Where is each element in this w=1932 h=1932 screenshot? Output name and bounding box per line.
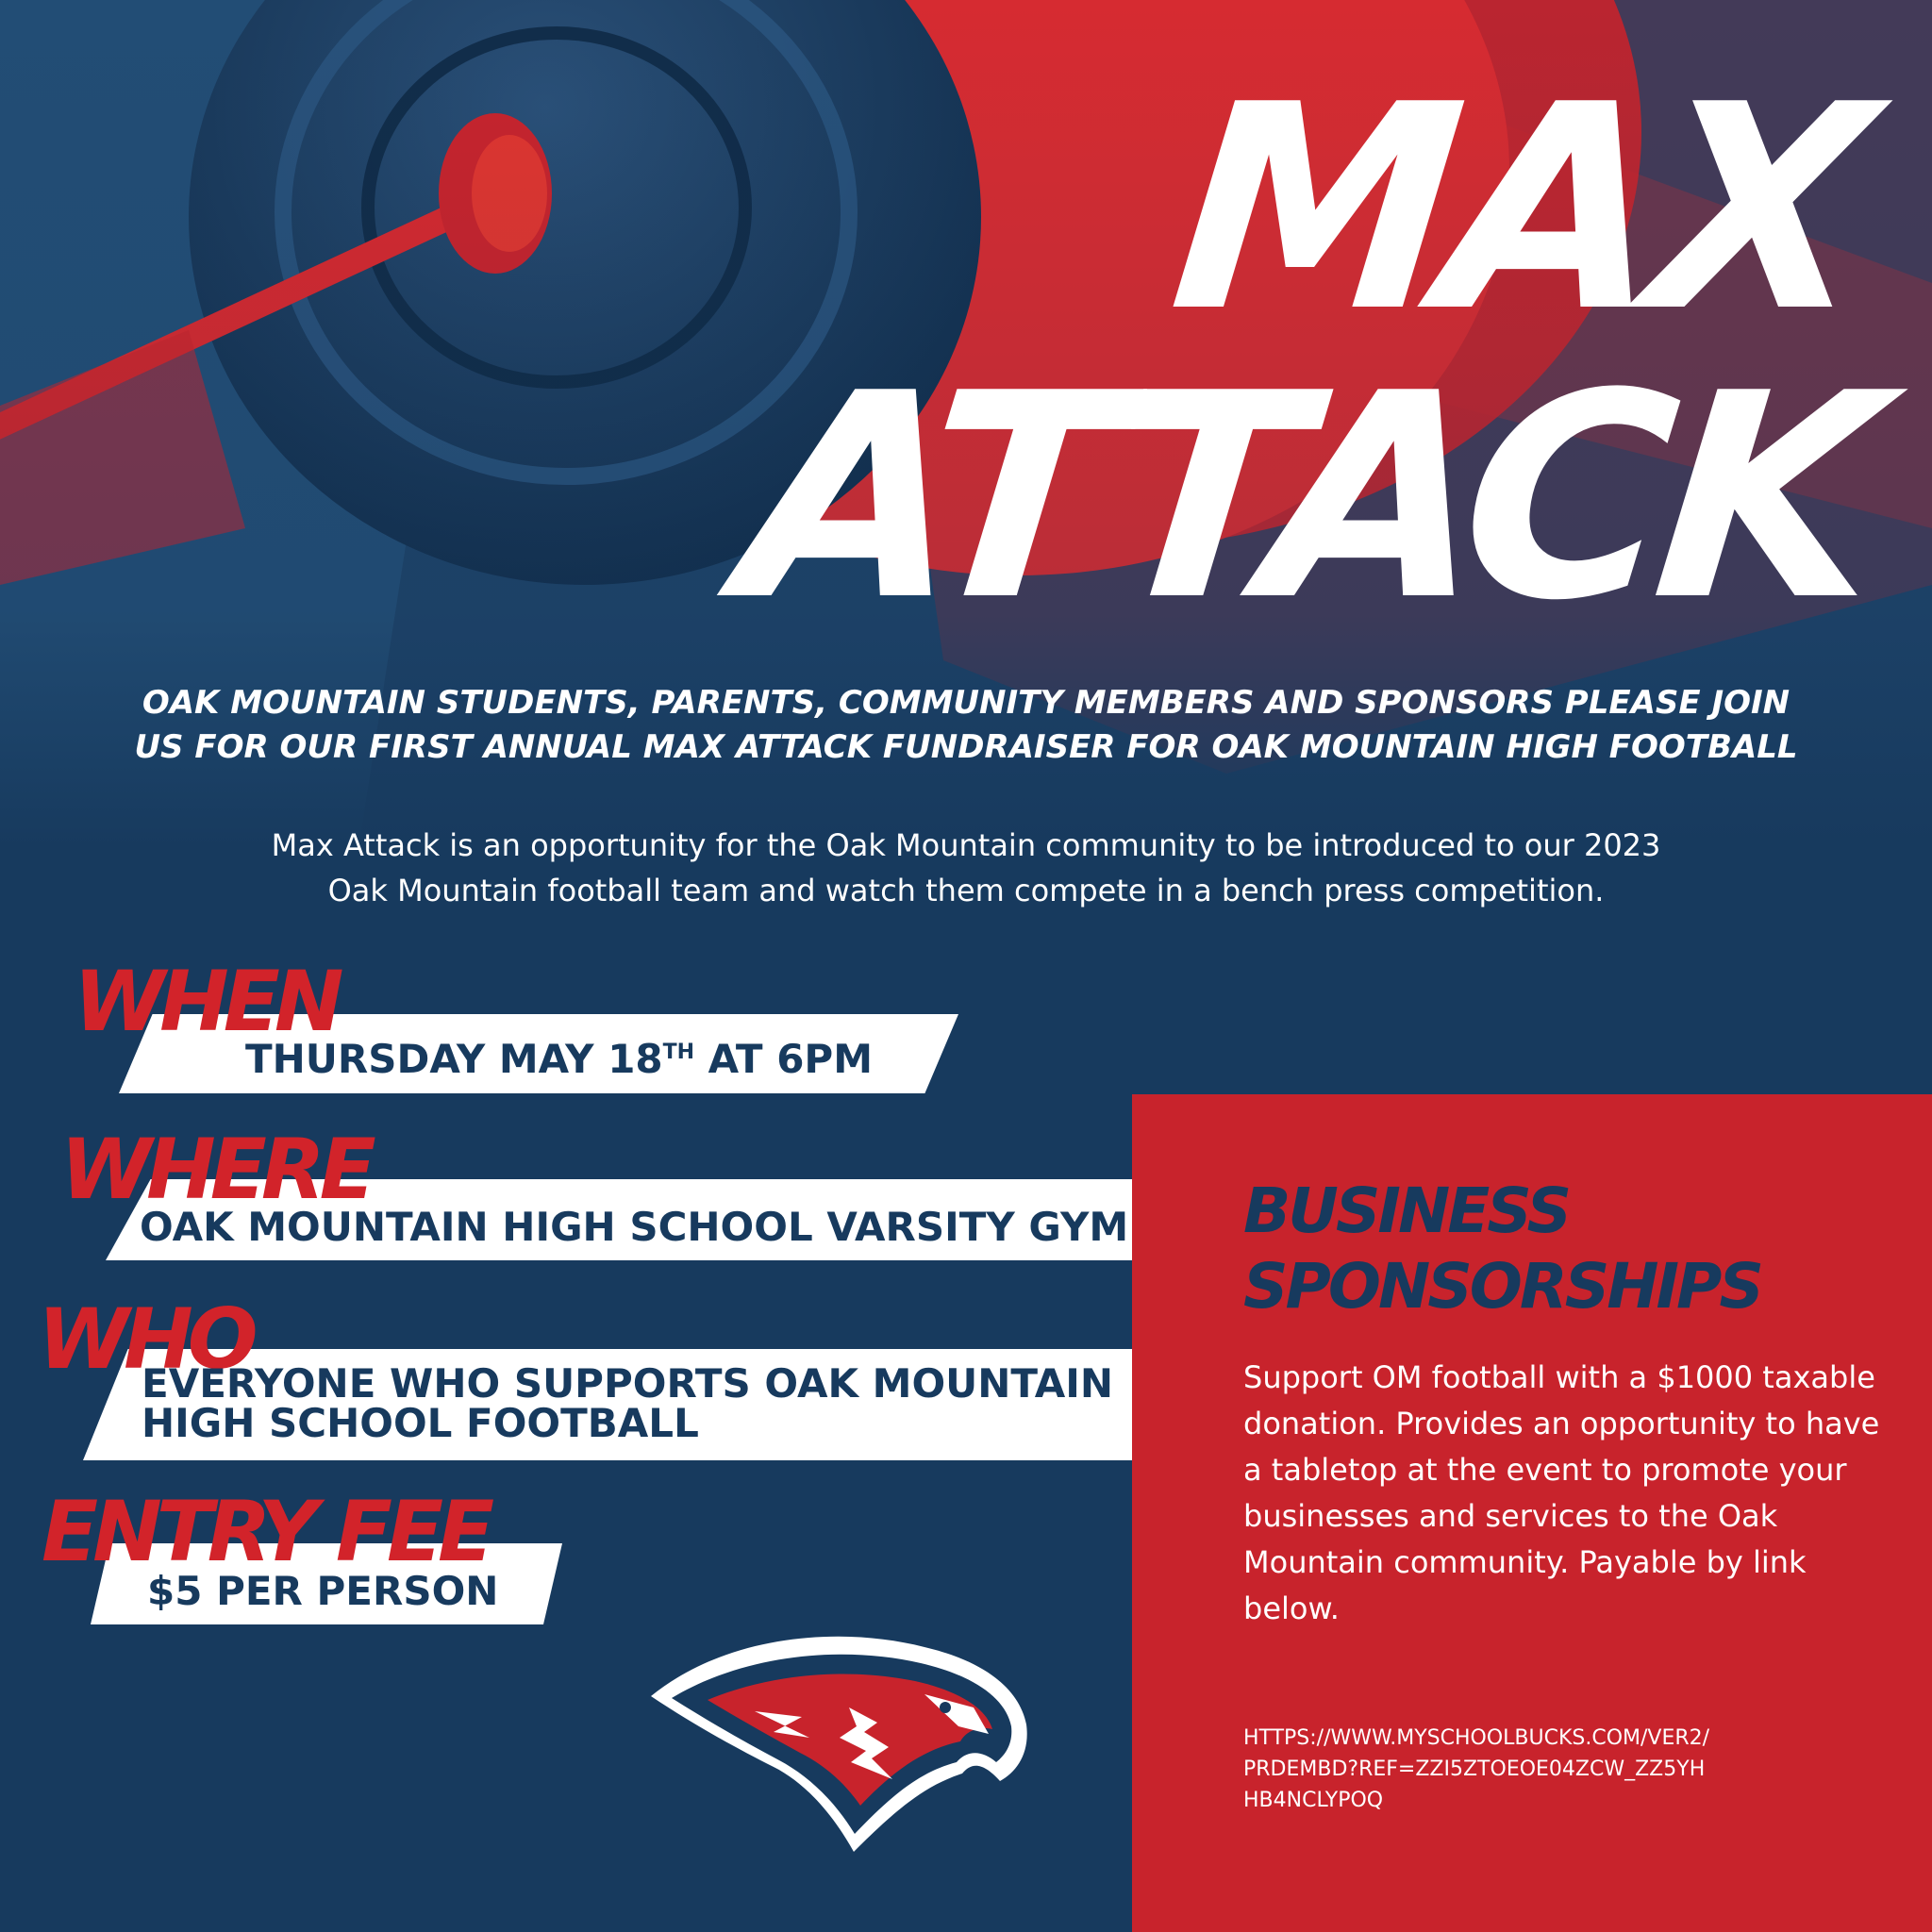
sponsorship-title-line-2: SPONSORSHIPS <box>1243 1250 1761 1323</box>
sponsorship-payment-link[interactable]: HTTPS://WWW.MYSCHOOLBUCKS.COM/VER2/PRDEMBD?REF=ZZI5ZTOEOE04ZCW_ZZ5YHHB4NCLYPOQ <box>1243 1726 1710 1812</box>
when-time: AT 6PM <box>694 1036 874 1082</box>
fee-label: ENTRY FEE <box>42 1483 490 1580</box>
fee-value: $5 PER PERSON <box>147 1568 499 1614</box>
when-value <box>245 1036 873 1082</box>
when-date-suffix: TH <box>662 1041 695 1064</box>
when-label: WHEN <box>74 953 339 1050</box>
where-label: WHERE <box>60 1121 371 1218</box>
intro-heading <box>0 681 1932 770</box>
where-value: OAK MOUNTAIN HIGH SCHOOL VARSITY GYM <box>140 1204 1129 1250</box>
when-date: THURSDAY MAY 18 <box>245 1036 663 1082</box>
event-title-line-1: MAX <box>1159 44 1874 374</box>
intro-heading-line-2: US FOR OUR FIRST ANNUAL MAX ATTACK FUNDRAISER FOR OAK MOUNTAIN HIGH FOOTBALL <box>134 728 1798 766</box>
sponsorship-title <box>1243 1174 1761 1324</box>
intro-description-line-2: Oak Mountain football team and watch them compete in a bench press competition. <box>327 873 1605 908</box>
who-value-line-2: HIGH SCHOOL FOOTBALL <box>142 1400 699 1446</box>
who-label: WHO <box>38 1291 253 1388</box>
intro-heading-line-1: OAK MOUNTAIN STUDENTS, PARENTS, COMMUNITY MEMBERS AND SPONSORS PLEASE JOIN <box>142 684 1790 722</box>
who-value <box>142 1360 1114 1446</box>
event-title-line-2: ATTACK <box>727 333 1884 662</box>
intro-description <box>0 823 1932 913</box>
sponsorship-title-line-1: BUSINESS <box>1243 1174 1570 1247</box>
who-value-line-1: EVERYONE WHO SUPPORTS OAK MOUNTAIN <box>142 1360 1114 1407</box>
sponsorship-description: Support OM football with a $1000 taxable donation. Provides an opportunity to have a tabletop at the event to promote your businesses and services to the Oak Mountain community. Payable by link below. <box>1243 1359 1880 1626</box>
intro-description-line-1: Max Attack is an opportunity for the Oak Mountain community to be introduced to our 2023 <box>271 827 1661 863</box>
eagle-mascot-logo-icon <box>641 1621 1038 1857</box>
